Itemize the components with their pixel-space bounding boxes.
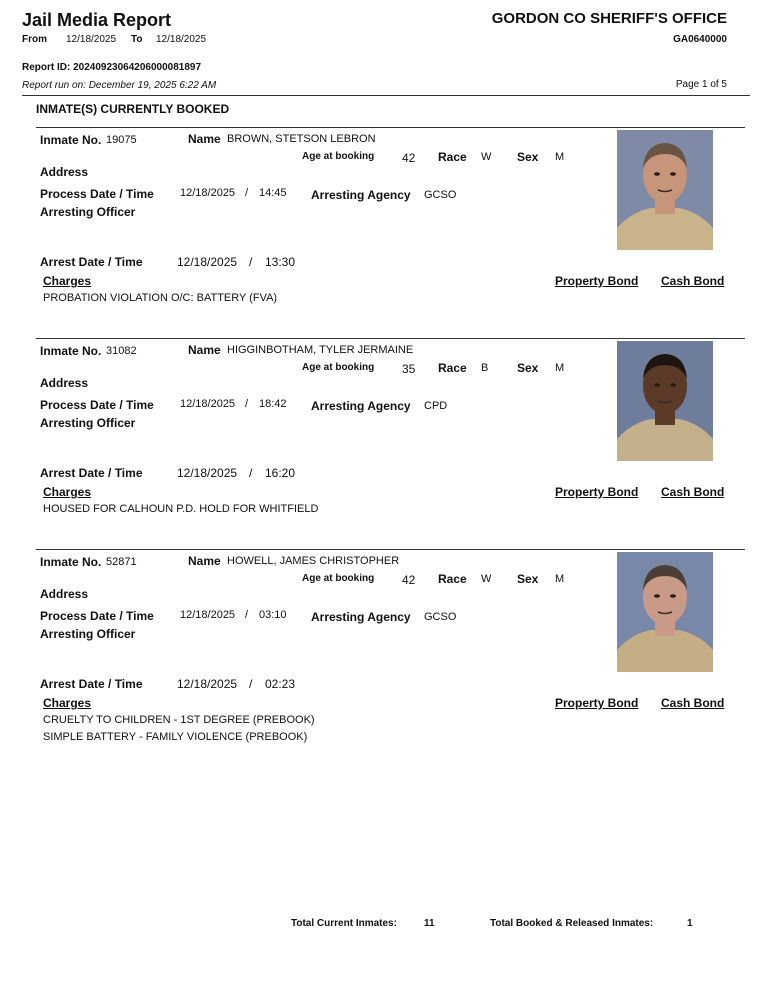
inmate-name: BROWN, STETSON LEBRON [227,133,376,145]
name-label: Name [188,554,221,568]
inmate-no-value: 52871 [106,556,137,568]
report-run-date: Report run on: December 19, 2025 6:22 AM [22,80,217,91]
arrest-date-label: Arrest Date / Time [40,677,143,691]
arresting-agency-value: CPD [424,400,448,412]
arresting-agency-label: Arresting Agency [311,610,411,624]
arresting-officer-label: Arresting Officer [40,205,136,219]
inmate-no-value: 31082 [106,345,137,357]
charges-label: Charges [43,485,92,499]
age-value: 42 [402,151,416,165]
charge-item: PROBATION VIOLATION O/C: BATTERY (FVA) [43,292,278,304]
report-id: Report ID: 20240923064206000081897 [22,62,202,73]
process-time-value: 14:45 [259,187,287,199]
process-date-value: 12/18/2025 [180,187,236,199]
inmate-no-value: 19075 [106,134,137,146]
arresting-agency-label: Arresting Agency [311,399,411,413]
age-value: 42 [402,573,416,587]
arresting-agency-value: GCSO [424,611,457,623]
header-divider [22,95,750,96]
process-date-label: Process Date / Time [40,187,154,201]
age-label: Age at booking [302,151,375,162]
total-booked-released-label: Total Booked & Released Inmates: [490,918,654,929]
arrest-date-label: Arrest Date / Time [40,255,143,269]
address-label: Address [40,165,89,179]
race-label: Race [438,150,467,164]
charges-label: Charges [43,696,92,710]
inmate-name: HOWELL, JAMES CHRISTOPHER [227,555,400,567]
charge-item: HOUSED FOR CALHOUN P.D. HOLD FOR WHITFIELD [43,503,319,515]
process-date-value: 12/18/2025 [180,609,236,621]
total-booked-released-value: 1 [687,918,693,929]
property-bond-label: Property Bond [555,274,639,288]
arrest-date-label: Arrest Date / Time [40,466,143,480]
mugshot-photo [617,341,713,461]
mugshot-photo [617,130,713,250]
agency-code: GA0640000 [673,34,727,45]
process-slash: / [245,398,249,410]
agency-name: GORDON CO SHERIFF'S OFFICE [491,10,727,27]
inmate-no-label: Inmate No. [40,344,102,358]
inmate-name: HIGGINBOTHAM, TYLER JERMAINE [227,344,414,356]
property-bond-label: Property Bond [555,696,639,710]
arrest-date-value: 12/18/2025 [177,677,238,691]
arresting-officer-label: Arresting Officer [40,416,136,430]
sex-label: Sex [517,150,539,164]
inmate-no-label: Inmate No. [40,133,102,147]
process-date-value: 12/18/2025 [180,398,236,410]
inmate-no-label: Inmate No. [40,555,102,569]
arresting-agency-value: GCSO [424,189,457,201]
arresting-officer-label: Arresting Officer [40,627,136,641]
cash-bond-label: Cash Bond [661,485,725,499]
record-divider [36,127,745,128]
arrest-time-value: 13:30 [265,255,296,269]
arrest-slash: / [249,466,253,480]
process-time-value: 18:42 [259,398,287,410]
property-bond-label: Property Bond [555,485,639,499]
from-date: 12/18/2025 [66,34,117,45]
process-slash: / [245,187,249,199]
process-date-label: Process Date / Time [40,609,154,623]
cash-bond-label: Cash Bond [661,696,725,710]
record-divider [36,549,745,550]
sex-value: M [555,362,565,374]
race-value: W [481,573,492,585]
arrest-slash: / [249,255,253,269]
process-time-value: 03:10 [259,609,287,621]
age-label: Age at booking [302,573,375,584]
report-title: Jail Media Report [22,10,172,30]
name-label: Name [188,132,221,146]
cash-bond-label: Cash Bond [661,274,725,288]
address-label: Address [40,587,89,601]
process-slash: / [245,609,249,621]
sex-label: Sex [517,361,539,375]
arrest-date-value: 12/18/2025 [177,466,238,480]
page-number: Page 1 of 5 [675,79,727,90]
race-value: B [481,362,489,374]
race-label: Race [438,572,467,586]
to-date: 12/18/2025 [156,34,207,45]
sex-value: M [555,151,565,163]
arrest-time-value: 02:23 [265,677,296,691]
arrest-date-value: 12/18/2025 [177,255,238,269]
sex-label: Sex [517,572,539,586]
mugshot-photo [617,552,713,672]
to-label: To [131,34,143,45]
age-label: Age at booking [302,362,375,373]
arrest-slash: / [249,677,253,691]
record-divider [36,338,745,339]
sex-value: M [555,573,565,585]
arresting-agency-label: Arresting Agency [311,188,411,202]
charge-item: SIMPLE BATTERY - FAMILY VIOLENCE (PREBOOK) [43,731,308,743]
total-current-label: Total Current Inmates: [291,918,397,929]
arrest-time-value: 16:20 [265,466,296,480]
from-label: From [22,34,47,45]
process-date-label: Process Date / Time [40,398,154,412]
address-label: Address [40,376,89,390]
charge-item: CRUELTY TO CHILDREN - 1ST DEGREE (PREBOOK) [43,714,315,726]
name-label: Name [188,343,221,357]
section-title: INMATE(S) CURRENTLY BOOKED [36,102,230,116]
total-current-value: 11 [424,918,435,929]
charges-label: Charges [43,274,92,288]
age-value: 35 [402,362,416,376]
race-label: Race [438,361,467,375]
race-value: W [481,151,492,163]
